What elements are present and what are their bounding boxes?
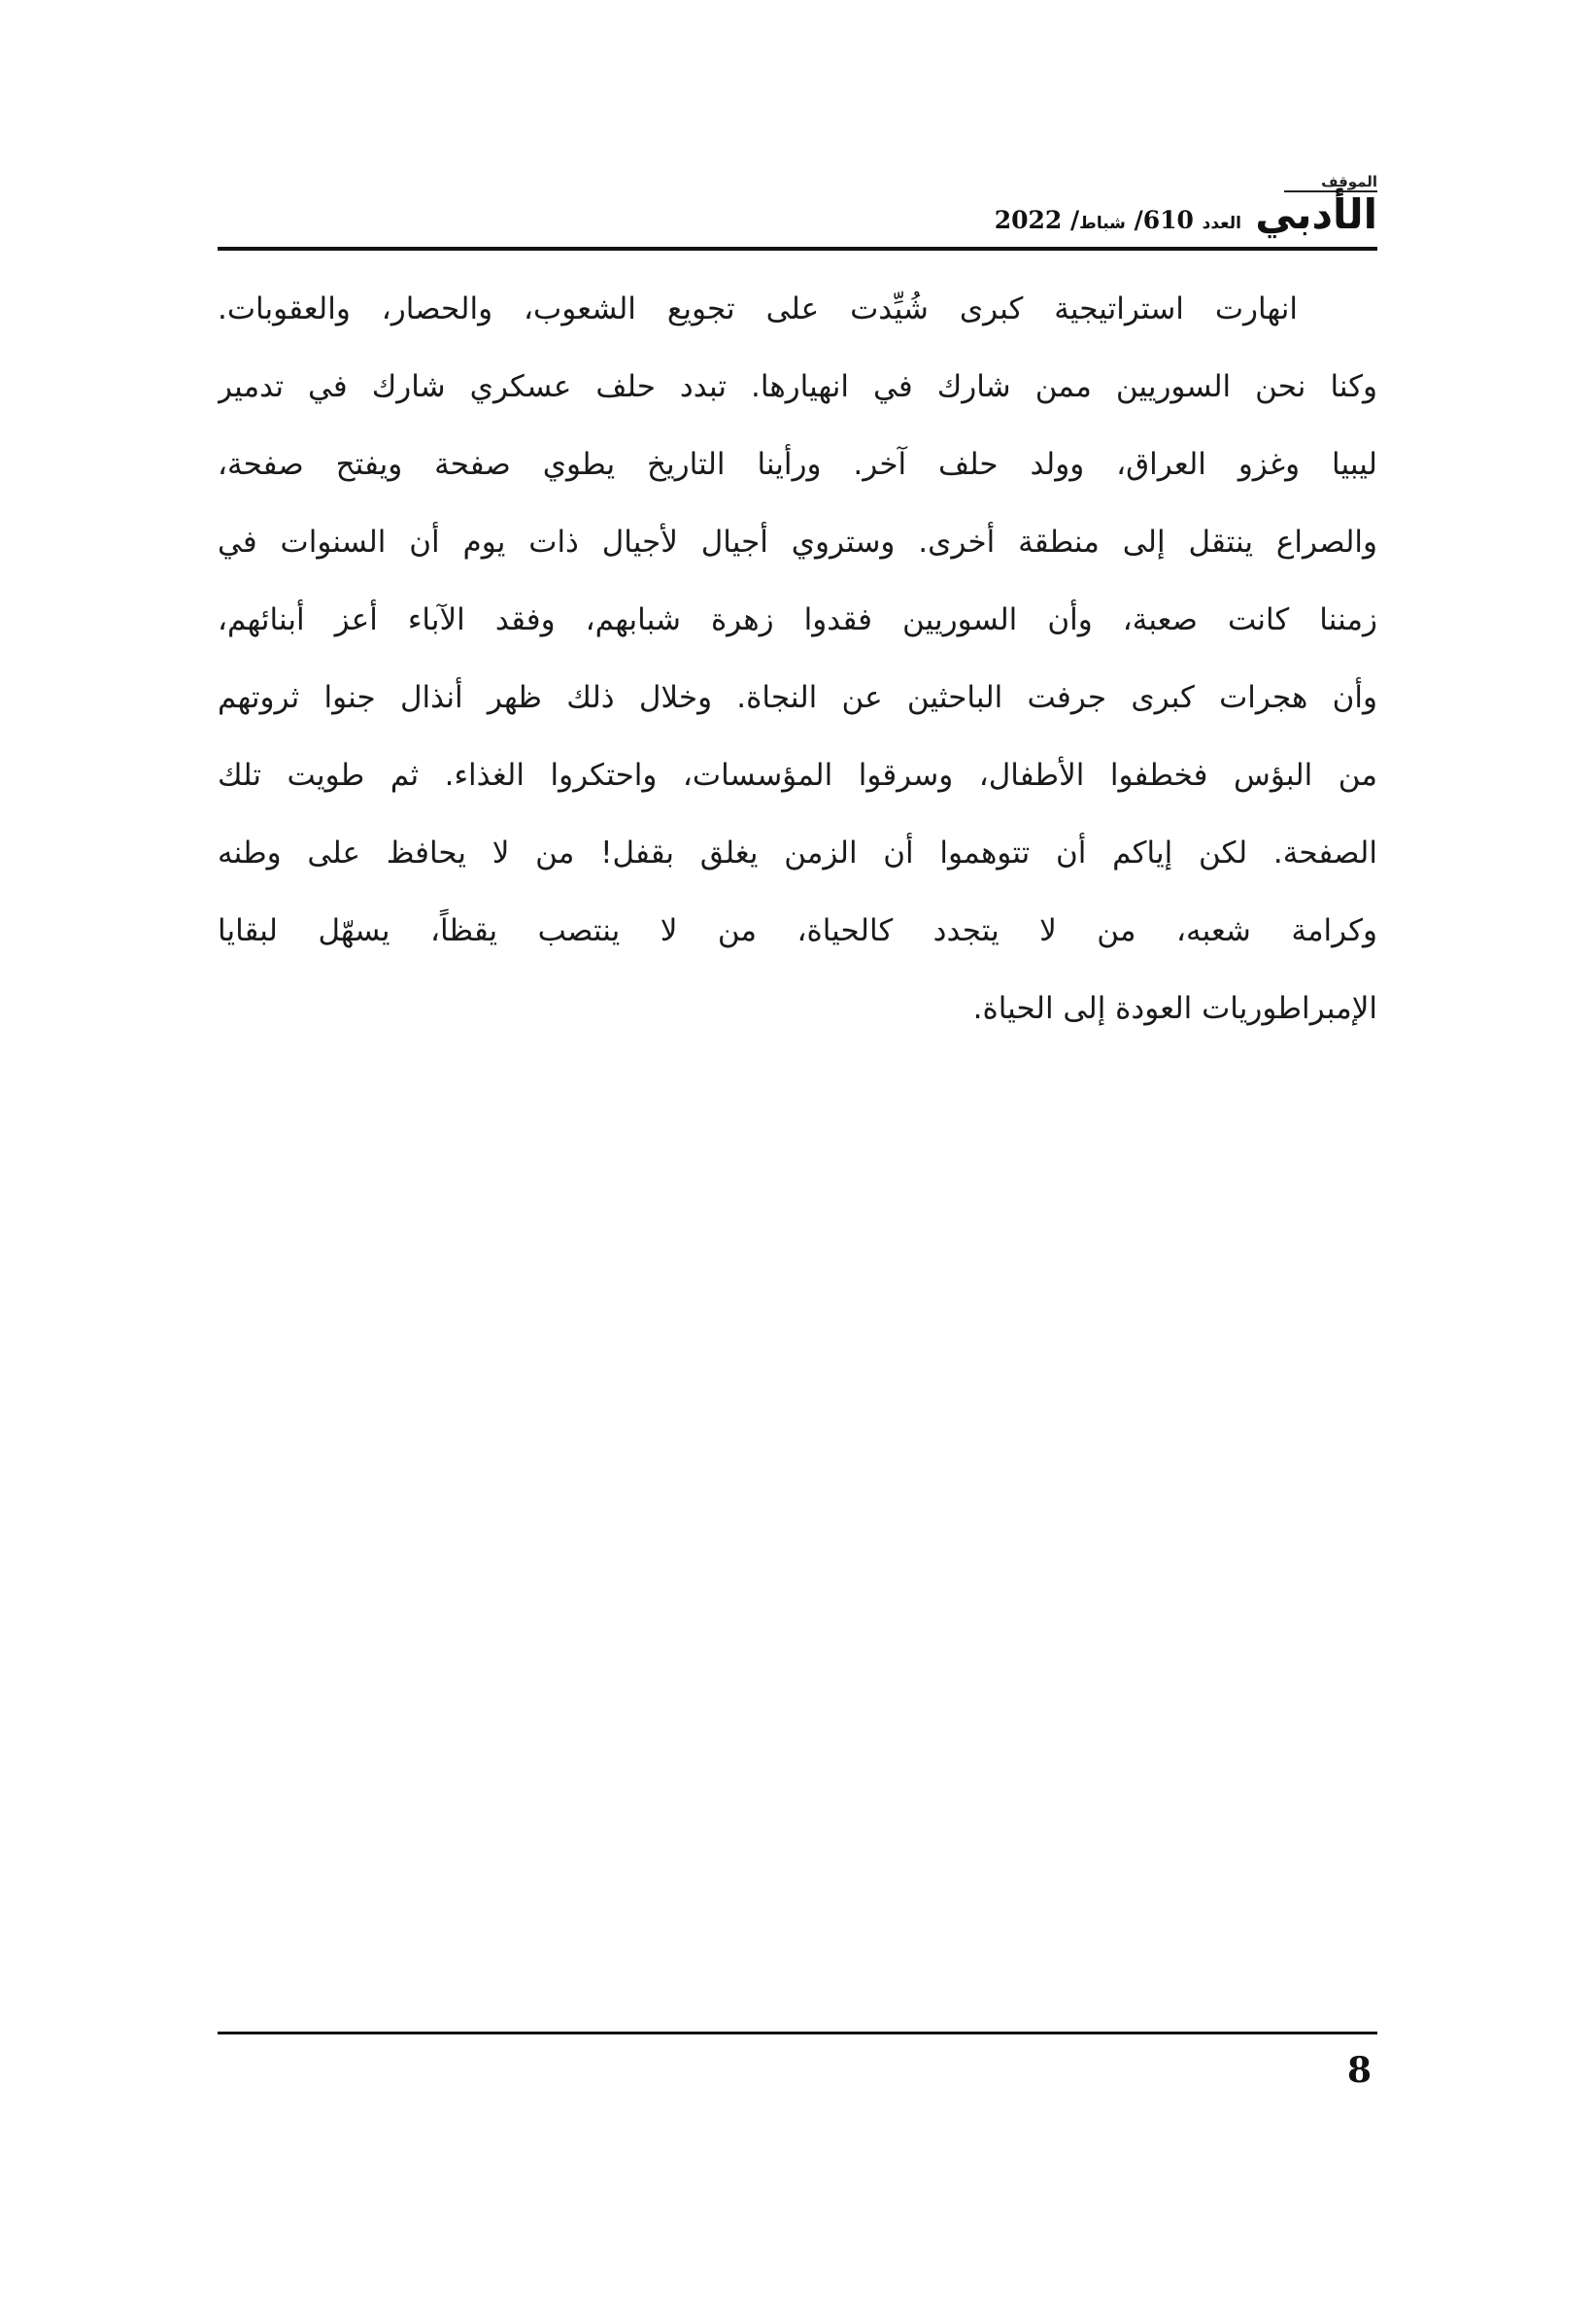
issue-separator: / [1134,206,1143,234]
issue-number: 610 [1142,206,1194,234]
article-line: وأن هجرات كبرى جرفت الباحثين عن النجاة. وخلال ذلك ظهر أنذال جنوا ثروتهم [218,680,1377,715]
article-line: انهارت استراتيجية كبرى شُيِّدت على تجويع الشعوب، والحصار، والعقوبات. [218,291,1298,326]
masthead-top-text: الموقف [1284,173,1377,192]
issue-year: 2022 [994,206,1063,234]
issue-label: العدد [1202,214,1241,233]
article-body [218,270,1377,1047]
article-line: وكرامة شعبه، من لا يتجدد كالحياة، من لا ينتصب يقظاً، يسهّل لبقايا [218,913,1377,948]
article-line: والصراع ينتقل إلى منطقة أخرى. وستروي أجيال لأجيال ذات يوم أن السنوات في [218,525,1377,560]
page-header [218,173,1377,247]
masthead-logo [1255,173,1377,241]
issue-separator-2: / [1070,206,1080,234]
article-line: الإمبراطوريات العودة إلى الحياة. [972,991,1377,1026]
article-line: زمننا كانت صعبة، وأن السوريين فقدوا زهرة شبابهم، وفقد الآباء أعز أبنائهم، [218,602,1377,637]
article-line: وكنا نحن السوريين ممن شارك في انهيارها. تبدد حلف عسكري شارك في تدمير [218,369,1377,404]
article-line: الصفحة. لكن إياكم أن تتوهموا أن الزمن يغلق بقفل! من لا يحافظ على وطنه [218,836,1377,871]
header-divider [218,247,1377,251]
issue-month: شباط [1079,214,1126,233]
footer-divider [218,2032,1377,2034]
issue-info [995,206,1241,234]
page-number: 8 [1346,2050,1372,2091]
masthead-main-text: الأدبي [1255,190,1377,238]
article-line: من البؤس فخطفوا الأطفال، وسرقوا المؤسسات، واحتكروا الغذاء. ثم طويت تلك [218,758,1377,793]
article-line: ليبيا وغزو العراق، وولد حلف آخر. ورأينا التاريخ يطوي صفحة ويفتح صفحة، [218,447,1377,482]
